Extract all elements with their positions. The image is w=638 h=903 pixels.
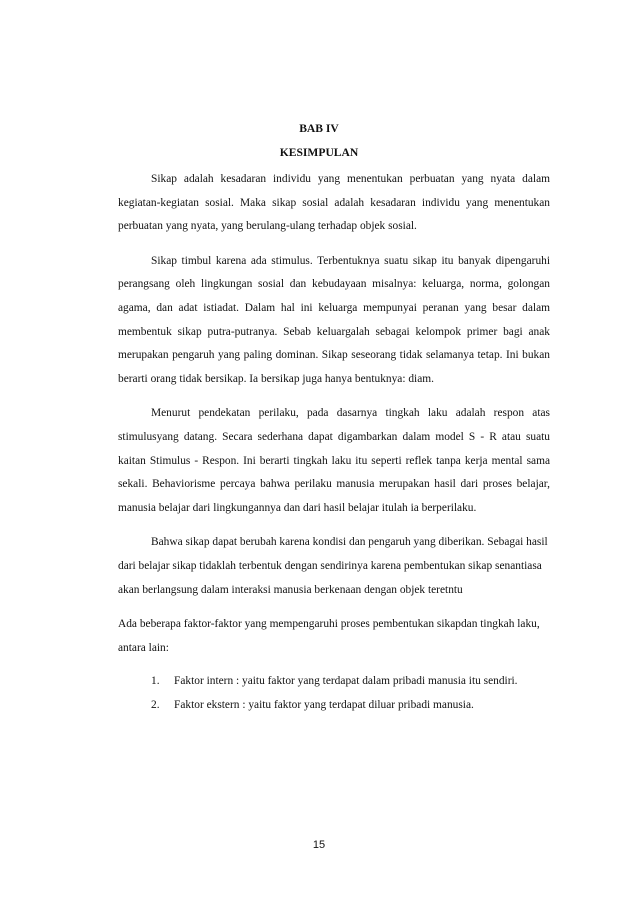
paragraph-4: Bahwa sikap dapat berubah karena kondisi dan pengaruh yang diberikan. Sebagai hasil dari belajar sikap tidaklah terbentuk dengan sendirinya karena pembentukan sikap senantiasa akan berlangsung dalam interaksi manusia berkenaan dengan objek teretntu <box>118 536 548 596</box>
paragraph-1: Sikap adalah kesadaran individu yang menentukan perbuatan yang nyata dalam kegiatan-kegiatan sosial. Maka sikap sosial adalah kesadaran individu yang menentukan perbuatan yang nyata, yang berulang-ulang terhadap objek sosial. <box>118 173 550 233</box>
document-body <box>118 168 550 717</box>
list-item <box>118 670 550 694</box>
list-item-number: 1. <box>151 675 160 688</box>
chapter-title: KESIMPULAN <box>279 146 359 159</box>
list-item-text: Faktor ekstern : yaitu faktor yang terdapat diluar pribadi manusia. <box>174 698 474 711</box>
paragraph-2: Sikap timbul karena ada stimulus. Terbentuknya suatu sikap itu banyak dipengaruhi perangsang oleh lingkungan sosial dan kebudayaan misalnya: keluarga, norma, golongan agama, dan adat istiadat. Dalam hal ini keluarga mempunyai peranan yang besar dalam membentuk sikap putra-putranya. Sebab keluargalah sebagai kelompok primer bagi anak merupakan pengaruh yang paling dominan. Sikap seseorang tidak selamanya tetap. Ini bukan berarti orang tidak bersikap. Ia bersikap juga hanya bentuknya: diam. <box>118 254 550 385</box>
chapter-label: BAB IV <box>299 122 339 135</box>
factor-list <box>118 670 550 717</box>
list-item <box>118 694 550 718</box>
page-number: 15 <box>312 839 326 851</box>
paragraph-3: Menurut pendekatan perilaku, pada dasarnya tingkah laku adalah respon atas stimulusyang datang. Secara sederhana dapat digambarkan dalam model S - R atau suatu kaitan Stimulus - Respon. Ini berarti tingkah laku itu seperti reflek tanpa kerja mental sama sekali. Behaviorisme percaya bahwa perilaku manusia merupakan hasil dari proses belajar, manusia belajar dari lingkungannya dan dari hasil belajar itulah ia berperilaku. <box>118 407 550 514</box>
paragraph-5: Ada beberapa faktor-faktor yang mempengaruhi proses pembentukan sikapdan tingkah laku, antara lain: <box>118 618 540 654</box>
list-item-text: Faktor intern : yaitu faktor yang terdapat dalam pribadi manusia itu sendiri. <box>174 675 518 688</box>
list-item-number: 2. <box>151 698 160 711</box>
